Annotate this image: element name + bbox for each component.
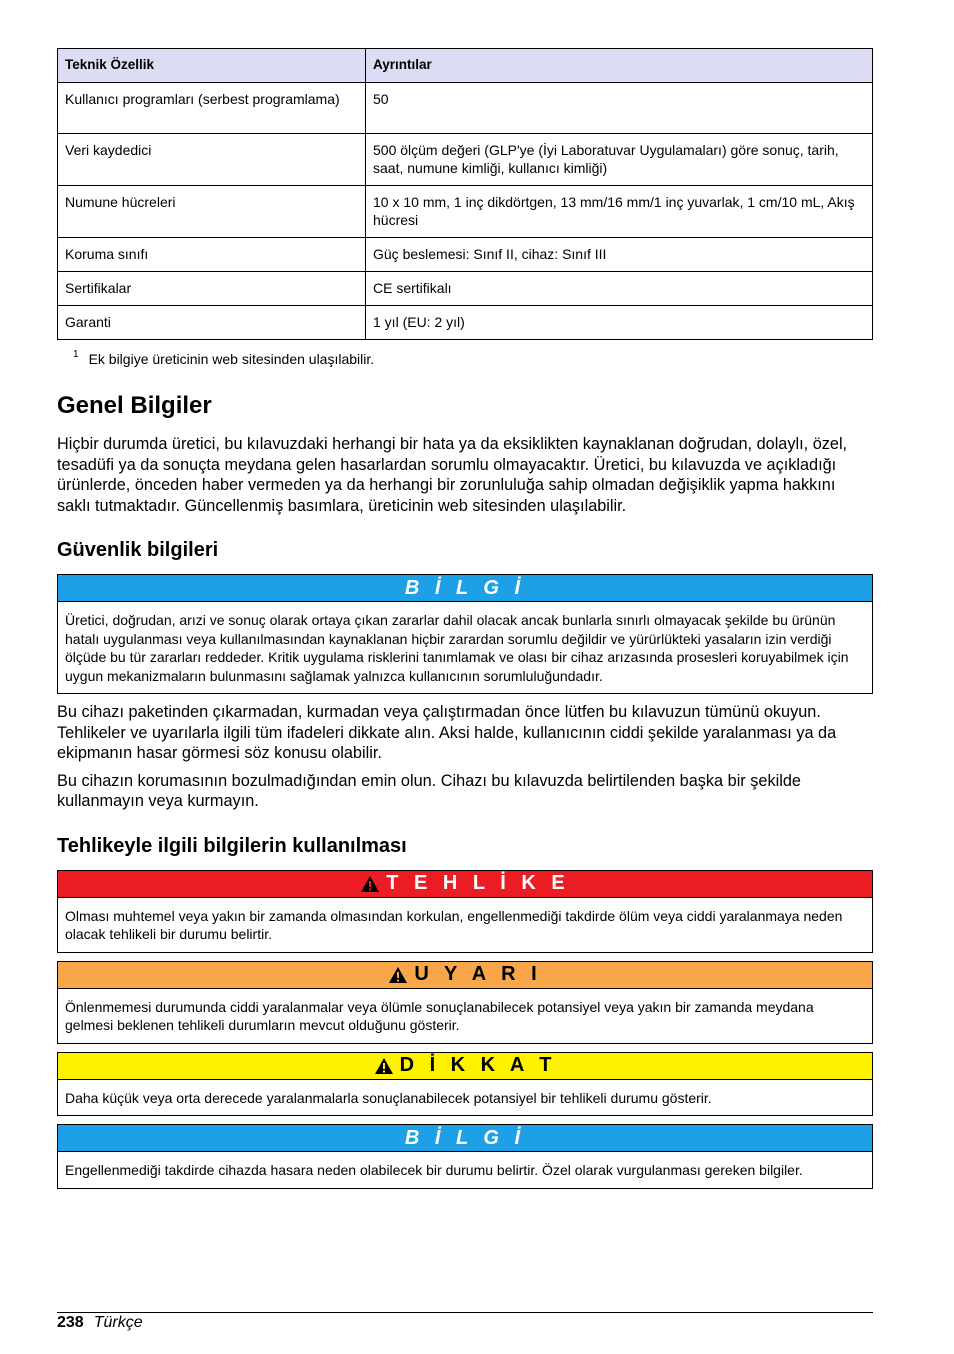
notice-text: Üretici, doğrudan, arızi ve sonuç olarak ortaya çıkan zararlar dahil olacak ancak bunlarla sınırlı olmayacak şekilde bu ürünün hatalı uygulanması veya kullanılmasından kaynaklanan hiçbir zarardan sorumlu değildir ve yürürlükteki yasaların izin verdiği ölçüde bu tür zararları reddeder. Kritik uygulama risklerini tanımlamak ve olası bir cihaz arızasında prosesleri koruyabilmek için uygun mekanizmaların bulunmasını sağlamak yalnızca kullanıcının sorumluluğundadır. [65,612,849,684]
feature-cell: Numune hücreleri [58,186,366,238]
warning-triangle-icon [374,1057,394,1075]
danger-text: Olması muhtemel veya yakın bir zamanda olmasından korkulan, engellenmediği takdirde ölüm veya ciddi yaralanmaya neden olacak tehlikeli bir durumu belirtir. [65,907,843,942]
details-cell: 50 [366,83,873,134]
footer-language: Türkçe [93,1314,143,1331]
column-header-feature: Teknik Özellik [58,49,366,83]
feature-cell: Veri kaydedici [58,134,366,186]
details-cell: Güç beslemesi: Sınıf II, cihaz: Sınıf III [366,238,873,272]
danger-header [58,871,872,898]
table-row [58,83,873,134]
section-title-general: Genel Bilgiler [57,392,212,419]
table-header-row [58,49,873,83]
caution-box [57,1052,873,1117]
safety-paragraph-2: Bu cihazın korumasının bozulmadığından emin olun. Cihazı bu kılavuzda belirtilenden başka bir şekilde kullanmayın veya kurmayın. [57,771,801,810]
document-page [57,48,873,1197]
footnote-text: Ek bilgiye üreticinin web sitesinden ulaşılabilir. [88,351,375,367]
warning-text: Önlenmemesi durumunda ciddi yaralanmalar veya ölümle sonuçlanabilecek potansiyel veya yakın bir zamanda meydana gelmesi beklenen tehlikeli durumların mevcut olduğunu gösterir. [65,998,814,1033]
warning-triangle-icon [388,966,408,984]
notice-header: B İ L G İ [58,575,872,602]
warning-label: U Y A R I [414,963,542,985]
danger-label: T E H L İ K E [386,872,570,894]
feature-cell: Kullanıcı programları (serbest programlama) [58,83,366,134]
safety-paragraph-1: Bu cihazı paketinden çıkarmadan, kurmadan veya çalıştırmadan önce lütfen bu kılavuzun tümünü okuyun. Tehlikeler ve uyarılarla ilgili tüm ifadeleri dikkate alın. Aksi halde, kullanıcının ciddi şekilde yaralanması ya da ekipmanın hasar görmesi söz konusu olabilir. [57,703,837,762]
section-title-hazard: Tehlikeyle ilgili bilgilerin kullanılması [57,834,407,857]
table-row [58,134,873,186]
details-cell: 500 ölçüm değeri (GLP'ye (İyi Laboratuvar Uygulamaları) göre sonuç, tarih, saat, numune kimliği, kullanıcı kimliği) [366,134,873,186]
footnote-mark: 1 [73,349,79,360]
column-header-details: Ayrıntılar [366,49,873,83]
table-footnote [73,350,873,368]
details-cell: CE sertifikalı [366,272,873,306]
details-cell: 10 x 10 mm, 1 inç dikdörtgen, 13 mm/16 mm/1 inç yuvarlak, 1 cm/10 mL, Akış hücresi [366,186,873,238]
specifications-table [57,48,873,340]
section-title-safety: Güvenlik bilgileri [57,539,219,561]
general-paragraph: Hiçbir durumda üretici, bu kılavuzdaki herhangi bir hata ya da eksiklikten kaynaklanan doğrudan, dolaylı, özel, tesadüfi ya da sonuçta meydana gelen hasarlardan sorumlu olmayacaktır. Üretici, bu kılavuzda ve açıkladığı ürünlerde, önceden haber vermeden ya da herhangi bir zorunluluğa sahip olmadan değişiklik yapma hakkını saklı tutmaktadır. Güncellenmiş basımlara, üreticinin web sitesinden ulaşılabilir. [57,435,848,515]
danger-box [57,870,873,953]
table-row [58,186,873,238]
feature-cell: Koruma sınıfı [58,238,366,272]
page-footer [57,1312,873,1333]
table-row [58,238,873,272]
feature-cell: Garanti [58,306,366,340]
caution-header [58,1053,872,1080]
notice-text: Engellenmediği takdirde cihazda hasara neden olabilecek bir durumu belirtir. Özel olarak vurgulanması gereken bilgiler. [65,1162,803,1178]
notice-box [57,574,873,694]
warning-header [58,962,872,989]
table-row [58,272,873,306]
caution-label: D İ K K A T [399,1054,557,1076]
warning-box [57,961,873,1044]
feature-cell: Sertifikalar [58,272,366,306]
details-cell: 1 yıl (EU: 2 yıl) [366,306,873,340]
page-number: 238 [57,1314,84,1331]
caution-text: Daha küçük veya orta derecede yaralanmalarla sonuçlanabilecek potansiyel bir tehlikeli durumu gösterir. [65,1089,712,1106]
notice-box-hazard [57,1124,873,1189]
notice-header: B İ L G İ [58,1125,872,1152]
table-row [58,306,873,340]
warning-triangle-icon [360,875,380,893]
